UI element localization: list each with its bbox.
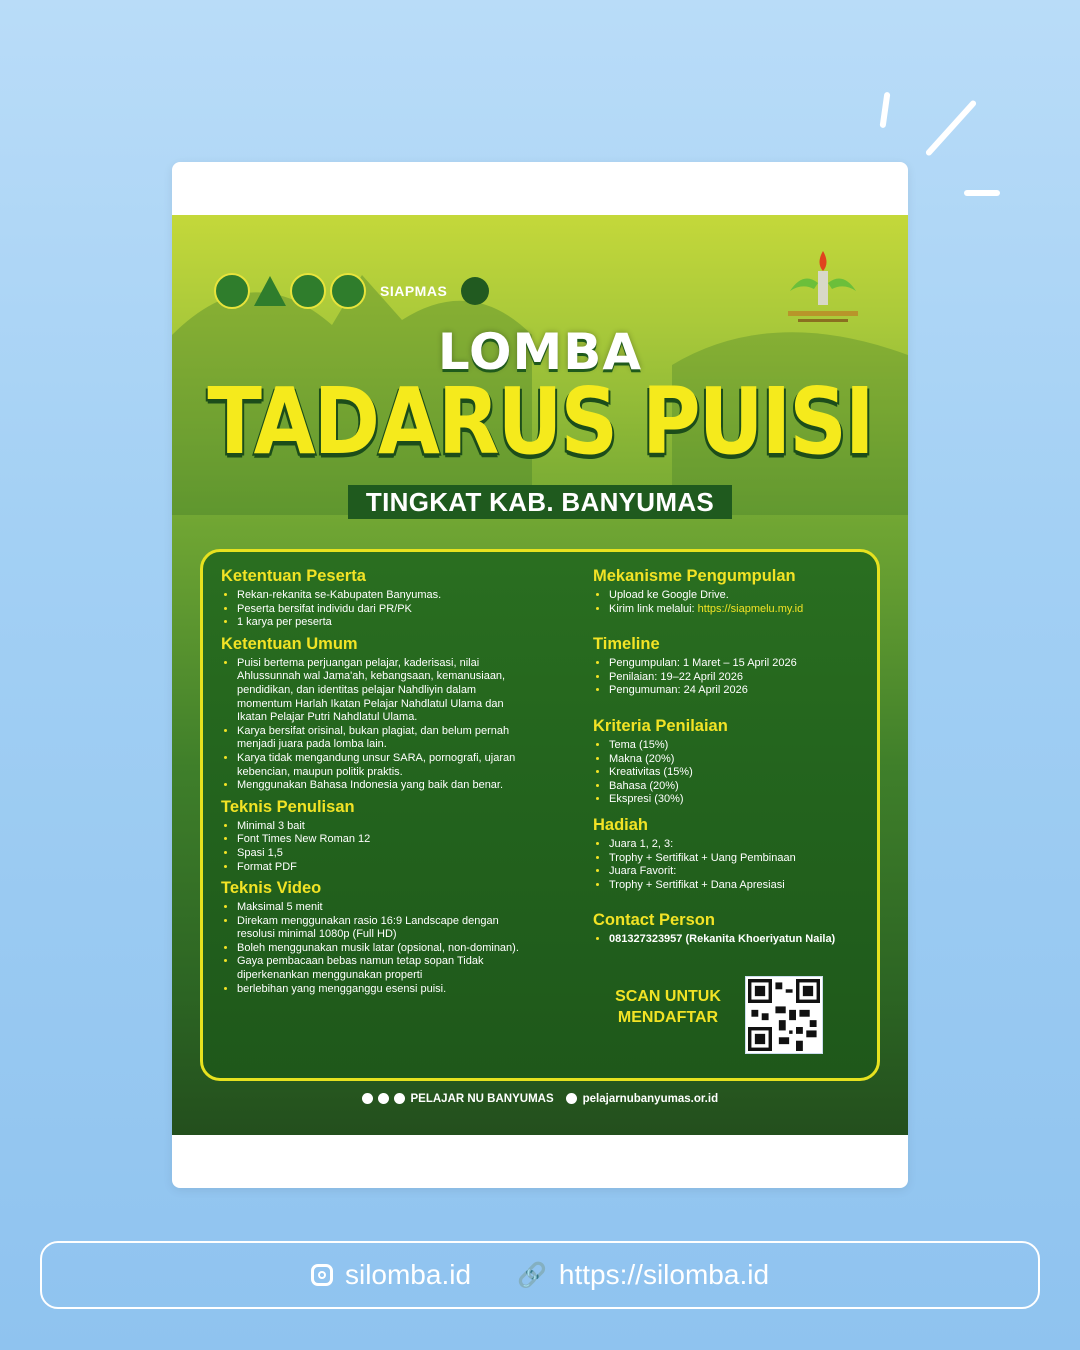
sparkle-line-3 <box>964 190 1000 196</box>
list-item: • Juara 1, 2, 3: <box>609 838 873 852</box>
list-item: • berlebihan yang mengganggu esensi puisi. <box>237 983 521 997</box>
list-item: • Format PDF <box>237 861 521 875</box>
nu-logo-icon <box>290 273 326 309</box>
siapmas-logo: SIAPMAS <box>380 283 448 299</box>
poster-footer <box>172 1093 908 1105</box>
list-item: • Tema (15%) <box>609 739 873 753</box>
sparkle-line-2 <box>925 99 978 157</box>
list-hadiah <box>593 838 873 892</box>
list-item: • Maksimal 5 menit <box>237 901 521 915</box>
list-item: • Puisi bertema perjuangan pelajar, kaderisasi, nilai Ahlussunnah wal Jama'ah, kebangsaan, kemanusiaan, pendidikan, dan identitas pelajar Nahdliyin dalam momentum Harlah Ikatan Pelajar Nahdlatul Ulama dan Ikatan Pelajar Putri Nahdlatul Ulama. <box>237 657 521 725</box>
list-peserta <box>221 589 521 630</box>
section-title-penulisan: Teknis Penulisan <box>221 797 355 816</box>
list-item: • Upload ke Google Drive. <box>609 589 873 603</box>
school-logo-icon <box>330 273 366 309</box>
list-item: • Juara Favorit: <box>609 865 873 879</box>
organization-logos <box>214 273 489 309</box>
instagram-handle: silomba.id <box>344 1259 472 1290</box>
contact-phone: • 081327323957 (Rekanita Khoeriyatun Naila) <box>609 933 873 947</box>
subtitle-tingkat: TINGKAT KAB. BANYUMAS <box>348 485 732 519</box>
list-item: • Kreativitas (15%) <box>609 766 873 780</box>
list-timeline <box>593 657 873 698</box>
list-contact <box>593 933 873 947</box>
instagram-link[interactable] <box>311 1259 471 1291</box>
list-video <box>221 901 521 996</box>
facebook-icon <box>378 1093 389 1104</box>
list-item: • Ekspresi (30%) <box>609 793 873 807</box>
ippnu-logo-icon <box>254 276 286 306</box>
list-umum <box>221 657 521 793</box>
list-kriteria <box>593 739 873 807</box>
title-tadarus-puisi: TADARUS PUISI <box>207 368 873 475</box>
list-item: • Boleh menggunakan musik latar (opsional, non-dominan). <box>237 942 521 956</box>
section-title-peserta: Ketentuan Peserta <box>221 567 366 585</box>
qr-code-icon[interactable] <box>745 976 823 1054</box>
list-item: • Direkam menggunakan rasio 16:9 Landscape dengan resolusi minimal 1080p (Full HD) <box>237 915 521 942</box>
list-item: • Pengumuman: 24 April 2026 <box>609 684 873 698</box>
section-title-kriteria: Kriteria Penilaian <box>593 716 728 735</box>
list-item: • Karya tidak mengandung unsur SARA, pornografi, ujaran kebencian, maupun politik praktis. <box>237 752 521 779</box>
website-link[interactable] <box>517 1259 769 1291</box>
competition-poster <box>172 215 908 1135</box>
list-item: • Bahasa (20%) <box>609 780 873 794</box>
sparkle-line-1 <box>880 92 891 128</box>
ipnu-logo-icon <box>214 273 250 309</box>
link-icon: 🔗 <box>517 1261 547 1289</box>
list-item: • Spasi 1,5 <box>237 847 521 861</box>
submit-link-prefix: Kirim link melalui: <box>609 602 698 615</box>
list-item <box>609 603 873 617</box>
list-item: • Trophy + Sertifikat + Dana Apresiasi <box>609 879 873 893</box>
scan-label: SCAN UNTUK MENDAFTAR <box>615 988 721 1026</box>
list-mekanisme <box>593 589 873 616</box>
section-title-timeline: Timeline <box>593 635 660 654</box>
title-lomba: LOMBA <box>437 323 643 381</box>
list-item: • Karya bersifat orisinal, bukan plagiat, dan belum pernah menjadi juara pada lomba lain. <box>237 725 521 752</box>
section-title-contact: Contact Person <box>593 911 715 930</box>
footer-handle: PELAJAR NU BANYUMAS <box>410 1093 554 1105</box>
section-title-mekanisme: Mekanisme Pengumpulan <box>593 567 796 585</box>
youtube-icon <box>394 1093 405 1104</box>
submit-link[interactable]: https://siapmelu.my.id <box>697 602 804 615</box>
list-penulisan <box>221 820 521 874</box>
list-item: • Trophy + Sertifikat + Uang Pembinaan <box>609 852 873 866</box>
footer-website[interactable]: pelajarnubanyumas.or.id <box>582 1093 719 1105</box>
section-title-umum: Ketentuan Umum <box>221 634 358 653</box>
list-item: • Font Times New Roman 12 <box>237 833 521 847</box>
list-item: • Makna (20%) <box>609 753 873 767</box>
harmony-fest-logo-icon <box>778 241 868 331</box>
list-item: • Minimal 3 bait <box>237 820 521 834</box>
ipnu-bms-logo-icon <box>461 277 489 305</box>
info-right-column <box>593 566 873 951</box>
section-title-video: Teknis Video <box>221 879 322 898</box>
instagram-icon <box>311 1264 333 1286</box>
info-left-column <box>221 566 521 1000</box>
list-item: • Rekan-rekanita se-Kabupaten Banyumas. <box>237 589 521 603</box>
list-item: • Peserta bersifat individu dari PR/PK <box>237 603 521 617</box>
website-url: https://silomba.id <box>558 1259 770 1290</box>
list-item: • 1 karya per peserta <box>237 616 521 630</box>
info-panel <box>200 549 880 1081</box>
globe-icon <box>566 1093 577 1104</box>
list-item: • Menggunakan Bahasa Indonesia yang baik dan benar. <box>237 779 521 793</box>
bottom-link-bar <box>40 1241 1040 1309</box>
instagram-icon <box>362 1093 373 1104</box>
list-item: • Penilaian: 19–22 April 2026 <box>609 671 873 685</box>
list-item: • Pengumpulan: 1 Maret – 15 April 2026 <box>609 657 873 671</box>
section-title-hadiah: Hadiah <box>593 815 649 834</box>
list-item: • Gaya pembacaan bebas namun tetap sopan Tidak diperkenankan menggunakan properti <box>237 955 521 982</box>
